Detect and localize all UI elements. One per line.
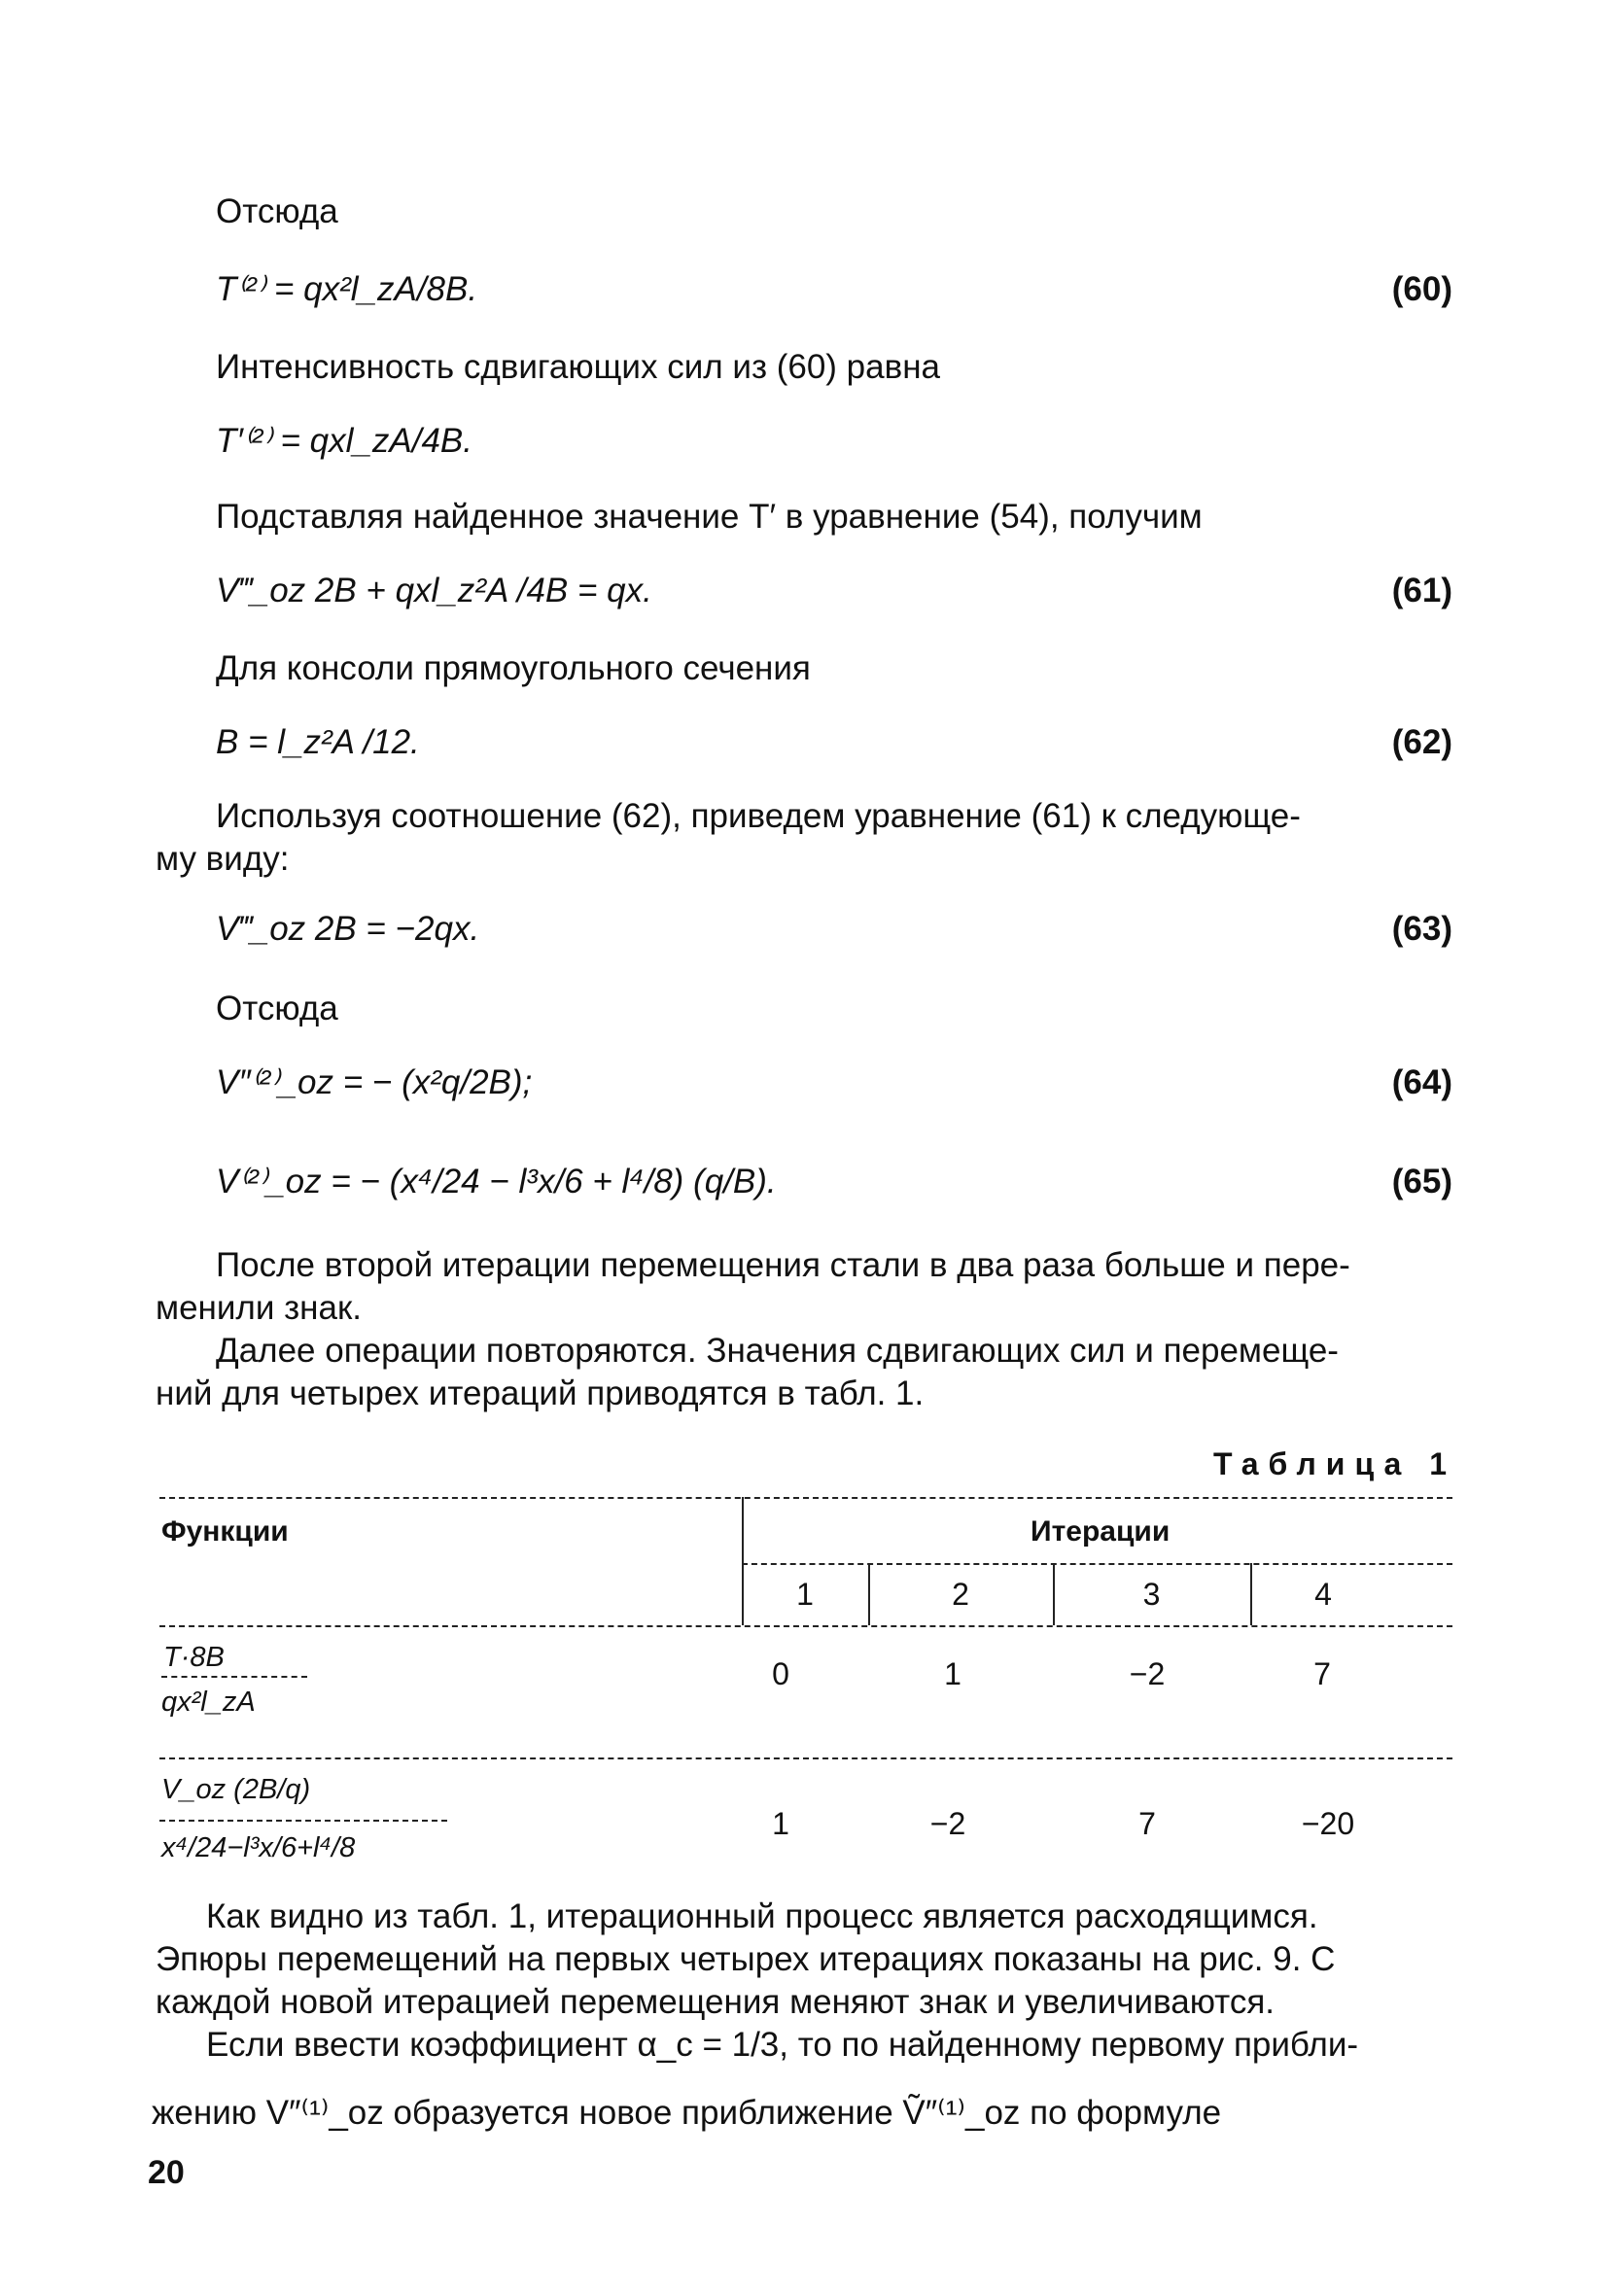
table-rule: [742, 1563, 1452, 1565]
table-cell: −20: [1301, 1806, 1355, 1841]
equation-number: (63): [1391, 910, 1452, 948]
table-cell: 0: [772, 1656, 789, 1691]
formula-60: T⁽²⁾ = qx²l_zA/8B.: [216, 270, 478, 308]
table-cell: 1: [772, 1806, 789, 1841]
paragraph-line: Далее операции повторяются. Значения сдвигающих сил и перемеще-: [216, 1332, 1339, 1370]
table-cell: −2: [1129, 1656, 1166, 1691]
fraction-bar: [161, 1676, 307, 1678]
fraction-bar: [159, 1820, 447, 1822]
text-line: Подставляя найденное значение T′ в уравнение (54), получим: [216, 498, 1203, 536]
paragraph-line: ний для четырех итераций приводятся в табл. 1.: [156, 1374, 925, 1412]
paragraph-line: Эпюры перемещений на первых четырех итерациях показаны на рис. 9. С: [156, 1940, 1336, 1978]
header-functions: Функции: [161, 1515, 289, 1548]
formula-65: V⁽²⁾_oz = − (x⁴/24 − l³x/6 + l⁴/8) (q/B).: [216, 1163, 777, 1200]
equation-number: (64): [1391, 1063, 1452, 1101]
iteration-header: 3: [1142, 1577, 1161, 1612]
paragraph-line: менили знак.: [156, 1289, 362, 1327]
row-1-numerator: T·8B: [163, 1642, 225, 1673]
header-iterations: Итерации: [1031, 1515, 1171, 1548]
iteration-header: 1: [796, 1577, 814, 1612]
text-line: Отсюда: [216, 192, 338, 230]
paragraph-line: каждой новой итерацией перемещения меняют знак и увеличиваются.: [156, 1983, 1276, 2021]
paragraph-line: После второй итерации перемещения стали в два раза больше и пере-: [216, 1246, 1350, 1284]
formula-64: V″⁽²⁾_oz = − (x²q/2B);: [216, 1063, 533, 1101]
paragraph-line: Если ввести коэффициент α_c = 1/3, то по найденному первому прибли-: [206, 2026, 1359, 2064]
equation-number: (62): [1391, 723, 1452, 761]
formula-60b: T′⁽²⁾ = qxl_zA/4B.: [216, 422, 472, 460]
text-line: Интенсивность сдвигающих сил из (60) равна: [216, 348, 940, 386]
table-rule: [159, 1757, 1452, 1759]
text-line: Отсюда: [216, 990, 338, 1027]
iteration-header: 4: [1314, 1577, 1332, 1612]
paragraph: [156, 795, 1458, 881]
table-cell: −2: [929, 1806, 966, 1841]
table-rule: [159, 1625, 1452, 1627]
equation-number: (65): [1391, 1163, 1452, 1200]
paragraph: [156, 1896, 1458, 2067]
paragraph-line: Используя соотношение (62), приведем уравнение (61) к следующе-: [216, 797, 1301, 835]
text-line: жению V″⁽¹⁾_oz образуется новое приближение Ṽ″⁽¹⁾_oz по формуле: [152, 2094, 1222, 2132]
page-number: 20: [148, 2154, 185, 2191]
text-line: Для консоли прямоугольного сечения: [216, 649, 811, 687]
formula-62: B = l_z²A /12.: [216, 723, 420, 761]
iteration-header: 2: [952, 1577, 969, 1612]
equation-number: (60): [1391, 270, 1452, 308]
paragraph-line: му виду:: [156, 840, 290, 878]
formula-61: V‴_oz 2B + qxl_z²A /4B = qx.: [216, 572, 652, 609]
table-cell: 7: [1138, 1806, 1156, 1841]
table-rule: [159, 1497, 1452, 1499]
table-caption: Таблица 1: [1212, 1446, 1456, 1481]
formula-63: V‴_oz 2B = −2qx.: [216, 910, 480, 948]
paragraph: [156, 1244, 1458, 1415]
paragraph-line: Как видно из табл. 1, итерационный процесс является расходящимся.: [206, 1897, 1318, 1935]
row-2-denominator: x⁴/24−l³x/6+l⁴/8: [161, 1832, 356, 1863]
equation-number: (61): [1391, 572, 1452, 609]
table-cell: 7: [1313, 1656, 1331, 1691]
row-2-numerator: V_oz (2B/q): [161, 1774, 311, 1805]
table-cell: 1: [944, 1656, 961, 1691]
row-1-denominator: qx²l_zA: [161, 1687, 256, 1718]
